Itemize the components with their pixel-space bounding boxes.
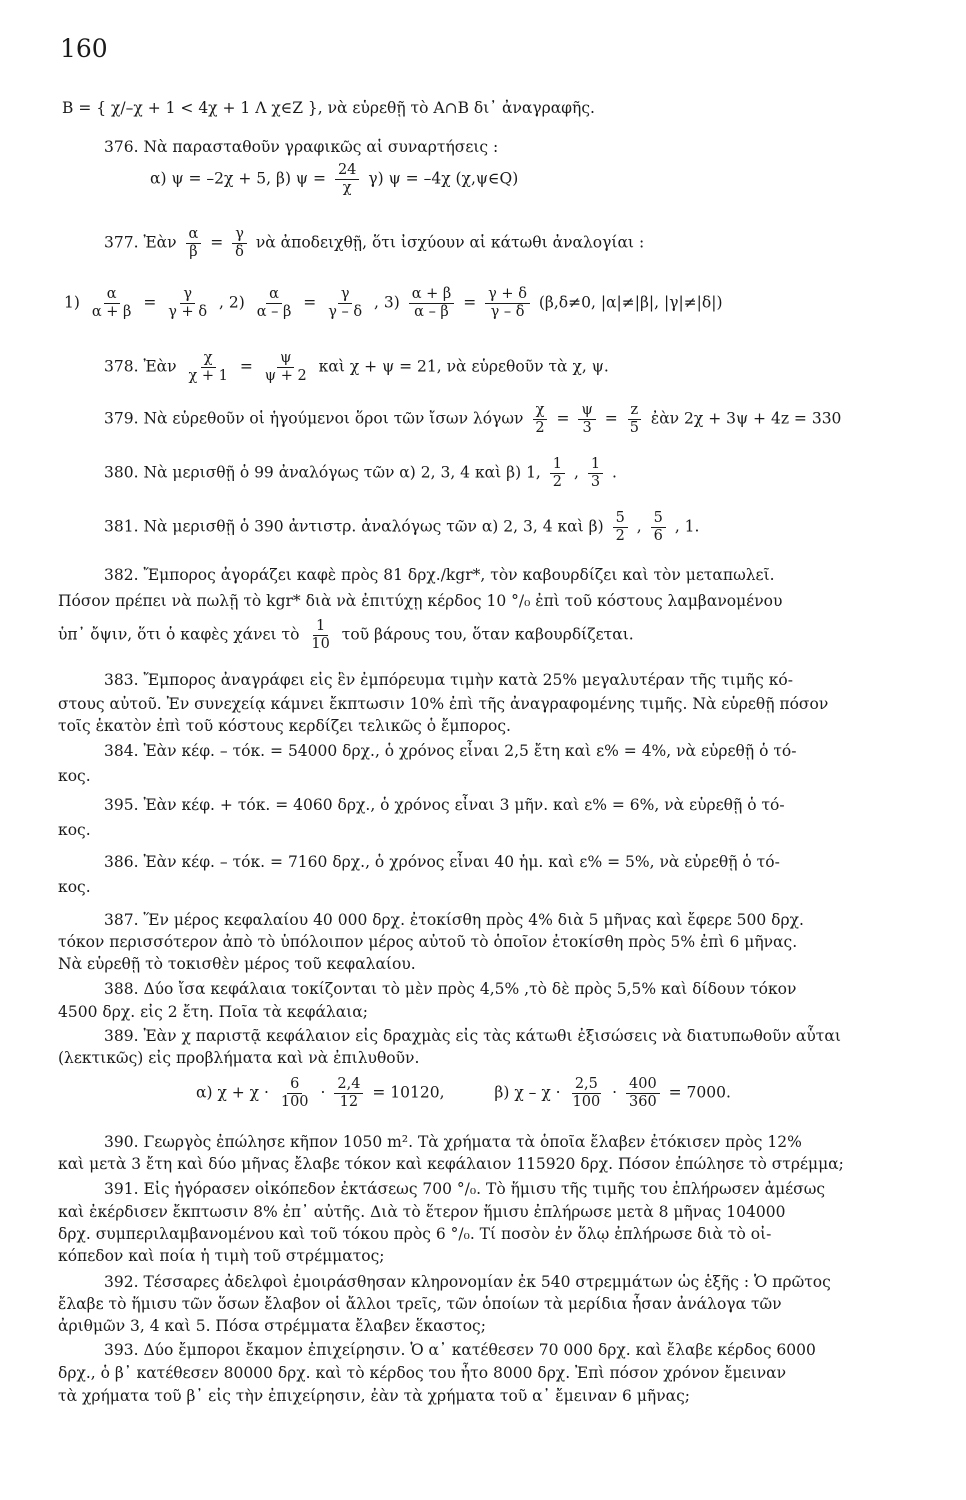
- problem-392-line-2: ἔλαβε τὸ ἥμισυ τῶν ὅσων ἔλαβον οἱ ἄλλοι τρεῖς, τῶν ὁποίων τὰ μερίδια ἦσαν ἀνάλογα τῶν: [58, 1295, 782, 1313]
- fraction: [165, 286, 210, 321]
- problem-382-text-b: τοῦ βάρους του, ὅταν καβουρδίζεται.: [341, 625, 634, 644]
- numerator: ψ: [277, 350, 294, 368]
- denominator: 2: [535, 420, 545, 436]
- problem-395-line-1: 395. Ἐὰν κέφ. + τόκ. = 4060 δρχ., ὁ χρόνος εἶναι 3 μῆν. καὶ ε% = 6%, νὰ εὑρεθῇ ὁ τό-: [104, 796, 785, 814]
- problem-388-line-1: 388. Δύο ἴσα κεφάλαια τοκίζονται τὸ μὲν πρὸς 4,5% ,τὸ δὲ πρὸς 5,5% καὶ δίδουν τόκον: [104, 980, 797, 998]
- problem-389-line-2: (λεκτικῶς) εἰς προβλήματα καὶ νὰ ἐπιλυθοῦν.: [58, 1049, 420, 1067]
- numerator: α + β: [409, 286, 455, 304]
- denominator: δ: [235, 244, 244, 260]
- formula-376-part-a: α) ψ = –2χ + 5, β) ψ =: [150, 169, 327, 188]
- problem-382-line-1: 382. Ἔμπορος ἀγοράζει καφὲ πρὸς 81 δρχ./kgr*, τὸν καβουρδίζει καὶ τὸν μεταπωλεῖ.: [104, 566, 775, 584]
- fraction: [627, 402, 642, 437]
- formula-389-a-lead: α) χ + χ ·: [196, 1083, 269, 1102]
- denominator: 100: [280, 1094, 309, 1110]
- denominator: 3: [590, 474, 601, 490]
- fraction: [254, 286, 295, 321]
- fraction: [325, 286, 365, 321]
- fraction: [186, 350, 231, 385]
- numerator: α: [186, 226, 202, 244]
- numerator: γ + δ: [485, 286, 530, 304]
- problem-378-intro: 378. Ἐὰν: [104, 357, 177, 376]
- problem-382-text-a: ὑπ᾽ ὄψιν, ὅτι ὁ καφὲς χάνει τὸ: [58, 625, 300, 644]
- fraction: [532, 402, 547, 437]
- equals-sign: =: [604, 409, 618, 428]
- problem-379-tail: ἐὰν 2χ + 3ψ + 4z = 330: [650, 409, 842, 428]
- problem-381: [104, 510, 699, 545]
- fraction: [335, 162, 359, 197]
- denominator: χ: [342, 180, 352, 196]
- fraction: [186, 226, 202, 261]
- problem-386-line-2: κος.: [58, 878, 91, 896]
- multiply-dot: ·: [612, 1083, 618, 1102]
- problem-390-line-1: 390. Γεωργὸς ἐπώλησε κῆπον 1050 m². Τὰ χρήματα τὰ ὁποῖα ἔλαβεν ἐτόκισεν πρὸς 12%: [104, 1133, 802, 1151]
- page-number: 160: [60, 34, 108, 63]
- problem-393-line-1: 393. Δύο ἔμποροι ἔκαμον ἐπιχείρησιν. Ὁ α᾽ κατέθεσεν 70 000 δρχ. καὶ ἔλαβε κέρδος 6000: [104, 1341, 816, 1359]
- denominator: ψ + 2: [264, 368, 307, 384]
- denominator: γ + δ: [168, 304, 208, 320]
- fraction: [651, 510, 666, 545]
- proportions-377: [64, 286, 723, 321]
- numerator: 5: [651, 510, 666, 528]
- numerator: 1: [550, 456, 565, 474]
- fraction: [550, 456, 565, 491]
- formula-376: [150, 162, 518, 197]
- numerator: χ: [201, 350, 216, 368]
- separator: ,: [573, 463, 579, 482]
- fraction: [308, 618, 332, 653]
- problem-381-text: 381. Νὰ μερισθῇ ὁ 390 ἀντιστρ. ἀναλόγως τῶν α) 2, 3, 4 καὶ β): [104, 517, 604, 536]
- problem-378: [104, 350, 609, 385]
- fraction: [278, 1076, 312, 1111]
- fraction: [232, 226, 247, 261]
- equals-sign: =: [210, 233, 224, 252]
- problem-380-text: 380. Νὰ μερισθῇ ὁ 99 ἀναλόγως τῶν α) 2, 3, 4 καὶ β) 1,: [104, 463, 541, 482]
- problem-392-line-3: ἀριθμῶν 3, 4 καὶ 5. Πόσα στρέμματα ἔλαβεν ἕκαστος;: [58, 1317, 486, 1335]
- problem-395-line-2: κος.: [58, 821, 91, 839]
- equals-sign: =: [303, 293, 317, 312]
- problem-390-line-2: καὶ μετὰ 3 ἔτη καὶ δύο μῆνας ἔλαβε τόκον καὶ κεφάλαιον 115920 δρχ. Πόσον ἐπώλησε τὸ στρέμμα;: [58, 1155, 844, 1173]
- problem-386-line-1: 386. Ἐὰν κέφ. – τόκ. = 7160 δρχ., ὁ χρόνος εἶναι 40 ἡμ. καὶ ε% = 5%, νὰ εὑρεθῇ ὁ τό-: [104, 853, 780, 871]
- problem-387-line-1: 387. Ἕν μέρος κεφαλαίου 40 000 δρχ. ἐτοκίσθη πρὸς 4% διὰ 5 μῆνας καὶ ἔφερε 500 δρχ.: [104, 911, 804, 929]
- fraction: [570, 1076, 604, 1111]
- fraction: [613, 510, 628, 545]
- set-definition-line: Β = { χ/–χ + 1 < 4χ + 1 Λ χ∈Ζ }, νὰ εὑρεθῇ τὸ Α∩Β δι᾽ ἀναγραφῆς.: [62, 99, 595, 117]
- problem-391-line-3: δρχ. συμπεριλαμβανομένου καὶ τοῦ τόκου πρὸς 6 °/₀. Τί ποσὸν ἐν ὅλῳ ἐπλήρωσε διὰ τὸ οἰ-: [58, 1225, 772, 1243]
- problem-391-line-1: 391. Εἰς ἠγόρασεν οἰκόπεδον ἐκτάσεως 700 °/₀. Τὸ ἥμισυ τῆς τιμῆς του ἐπλήρωσεν ἀμέσως: [104, 1180, 826, 1198]
- numerator: α: [104, 286, 120, 304]
- item-label: , 3): [374, 293, 400, 312]
- numerator: γ: [180, 286, 195, 304]
- denominator: 360: [629, 1094, 657, 1110]
- problem-389-line-1: 389. Ἐὰν χ παριστᾷ κεφάλαιον εἰς δραχμὰς εἰς τὰς κάτωθι ἐξισώσεις νὰ διατυπωθοῦν αὗται: [104, 1027, 841, 1045]
- numerator: 1: [588, 456, 603, 474]
- problem-383-line-1: 383. Ἔμπορος ἀναγράφει εἰς ἓν ἐμπόρευμα τιμὴν κατὰ 25% μεγαλυτέραν τῆς τιμῆς κό-: [104, 671, 793, 689]
- denominator: 12: [339, 1094, 359, 1110]
- problem-393-line-2: δρχ., ὁ β᾽ κατέθεσεν 80000 δρχ. καὶ τὸ κέρδος του ἦτο 8000 δρχ. Ἐπὶ πόσον χρόνον ἔμειναν: [58, 1364, 787, 1382]
- equals-sign: =: [463, 293, 477, 312]
- denominator: γ – δ: [490, 304, 525, 320]
- fraction: [89, 286, 135, 321]
- denominator: 2: [615, 528, 625, 544]
- problem-377-line: [104, 226, 644, 261]
- numerator: χ: [533, 402, 548, 420]
- fraction: [334, 1076, 363, 1111]
- numerator: 24: [335, 162, 359, 180]
- problem-391-line-2: καὶ ἐκέρδισεν ἔκπτωσιν 8% ἐπ᾽ αὐτῆς. Διὰ τὸ ἕτερον ἥμισυ ἐπλήρωσε μετὰ 8 μῆνας 104000: [58, 1203, 786, 1221]
- denominator: χ + 1: [188, 368, 228, 384]
- problem-387-line-2: τόκον περισσότερον ἀπὸ τὸ ὑπόλοιπον μέρος αὐτοῦ τὸ ὁποῖον ἐτοκίσθη πρὸς 5% ἐπὶ 6 μῆνας.: [58, 933, 798, 951]
- item-label: 1): [64, 293, 80, 312]
- numerator: 400: [626, 1076, 660, 1094]
- denominator: 2: [552, 474, 563, 490]
- fraction: [409, 286, 455, 321]
- numerator: 2,5: [572, 1076, 601, 1094]
- denominator: 5: [629, 420, 639, 436]
- problem-377-tail: νὰ ἀποδειχθῇ, ὅτι ἰσχύουν αἱ κάτωθι ἀναλογίαι :: [255, 233, 645, 252]
- fraction: [578, 402, 595, 437]
- problem-391-line-4: κόπεδον καὶ ποία ἡ τιμὴ τοῦ στρέμματος;: [58, 1247, 385, 1265]
- denominator: α – β: [414, 304, 449, 320]
- multiply-dot: ·: [320, 1083, 326, 1102]
- problem-376: 376. Νὰ παρασταθοῦν γραφικῶς αἱ συναρτήσεις :: [104, 138, 499, 156]
- denominator: α + β: [91, 304, 132, 320]
- formula-389-b-result: = 7000.: [668, 1083, 731, 1102]
- problem-377-intro: 377. Ἐὰν: [104, 233, 177, 252]
- formula-389-b-lead: β) χ – χ ·: [494, 1083, 561, 1102]
- equals-sign: =: [239, 357, 253, 376]
- denominator: 10: [311, 636, 330, 652]
- separator: ,: [636, 517, 642, 536]
- denominator: 6: [653, 528, 663, 544]
- problem-379-intro: 379. Νὰ εὑρεθοῦν οἱ ἡγούμενοι ὅροι τῶν ἴσων λόγων: [104, 409, 524, 428]
- equals-sign: =: [143, 293, 157, 312]
- problem-393-line-3: τὰ χρήματα τοῦ β᾽ εἰς τὴν ἐπιχείρησιν, ἐὰν τὰ χρήματα τοῦ α᾽ ἔμειναν 6 μῆνας;: [58, 1387, 690, 1405]
- problem-382-line-2: Πόσον πρέπει νὰ πωλῇ τὸ kgr* διὰ νὰ ἐπιτύχῃ κέρδος 10 °/₀ ἐπὶ τοῦ κόστους λαμβανομένου: [58, 592, 783, 610]
- problem-378-tail: καὶ χ + ψ = 21, νὰ εὑρεθοῦν τὰ χ, ψ.: [318, 357, 609, 376]
- denominator: 3: [582, 420, 592, 436]
- formula-376-part-b: γ) ψ = –4χ (χ,ψ∈Q): [368, 169, 519, 188]
- denominator: γ – δ: [328, 304, 363, 320]
- formula-389-a-result: = 10120,: [372, 1083, 445, 1102]
- equals-sign: =: [556, 409, 570, 428]
- condition: (β,δ≠0, |α|≠|β|, |γ|≠|δ|): [538, 293, 723, 312]
- item-label: , 2): [218, 293, 245, 312]
- problem-392-line-1: 392. Τέσσαρες ἀδελφοὶ ἐμοιράσθησαν κληρονομίαν ἐκ 540 στρεμμάτων ὡς ἑξῆς : Ὁ πρῶτος: [104, 1273, 831, 1291]
- terminator: , 1.: [674, 517, 700, 536]
- numerator: 5: [613, 510, 628, 528]
- denominator: β: [189, 244, 198, 260]
- problem-379: [104, 402, 841, 437]
- fraction: [485, 286, 530, 321]
- denominator: α – β: [256, 304, 292, 320]
- problem-384-line-2: κος.: [58, 767, 91, 785]
- fraction: [588, 456, 603, 491]
- problem-383-line-3: τοῖς ἑκατὸν ἐπὶ τοῦ κόστους κερδίζει τελικῶς ὁ ἔμπορος.: [58, 717, 511, 735]
- numerator: z: [628, 402, 642, 420]
- fraction: [626, 1076, 660, 1111]
- numerator: 1: [313, 618, 328, 636]
- numerator: 6: [287, 1076, 302, 1094]
- problem-380: [104, 456, 617, 491]
- numerator: γ: [338, 286, 353, 304]
- terminator: .: [612, 463, 617, 482]
- formula-389: [196, 1076, 731, 1111]
- problem-384-line-1: 384. Ἐὰν κέφ. – τόκ. = 54000 δρχ., ὁ χρόνος εἶναι 2,5 ἔτη καὶ ε% = 4%, νὰ εὑρεθῇ ὁ τό-: [104, 742, 797, 760]
- numerator: 2,4: [334, 1076, 363, 1094]
- problem-388-line-2: 4500 δρχ. εἰς 2 ἔτη. Ποῖα τὰ κεφάλαια;: [58, 1003, 368, 1021]
- numerator: α: [266, 286, 282, 304]
- problem-387-line-3: Νὰ εὑρεθῇ τὸ τοκισθὲν μέρος τοῦ κεφαλαίου.: [58, 955, 416, 973]
- problem-382-line-3: [58, 618, 634, 653]
- denominator: 100: [572, 1094, 601, 1110]
- numerator: γ: [232, 226, 247, 244]
- numerator: ψ: [578, 402, 595, 420]
- fraction: [262, 350, 310, 385]
- problem-383-line-2: στους αὐτοῦ. Ἐν συνεχείᾳ κάμνει ἔκπτωσιν 10% ἐπὶ τῆς ἀναγραφομένης τιμῆς. Νὰ εὑρεθῇ πόσον: [58, 695, 829, 713]
